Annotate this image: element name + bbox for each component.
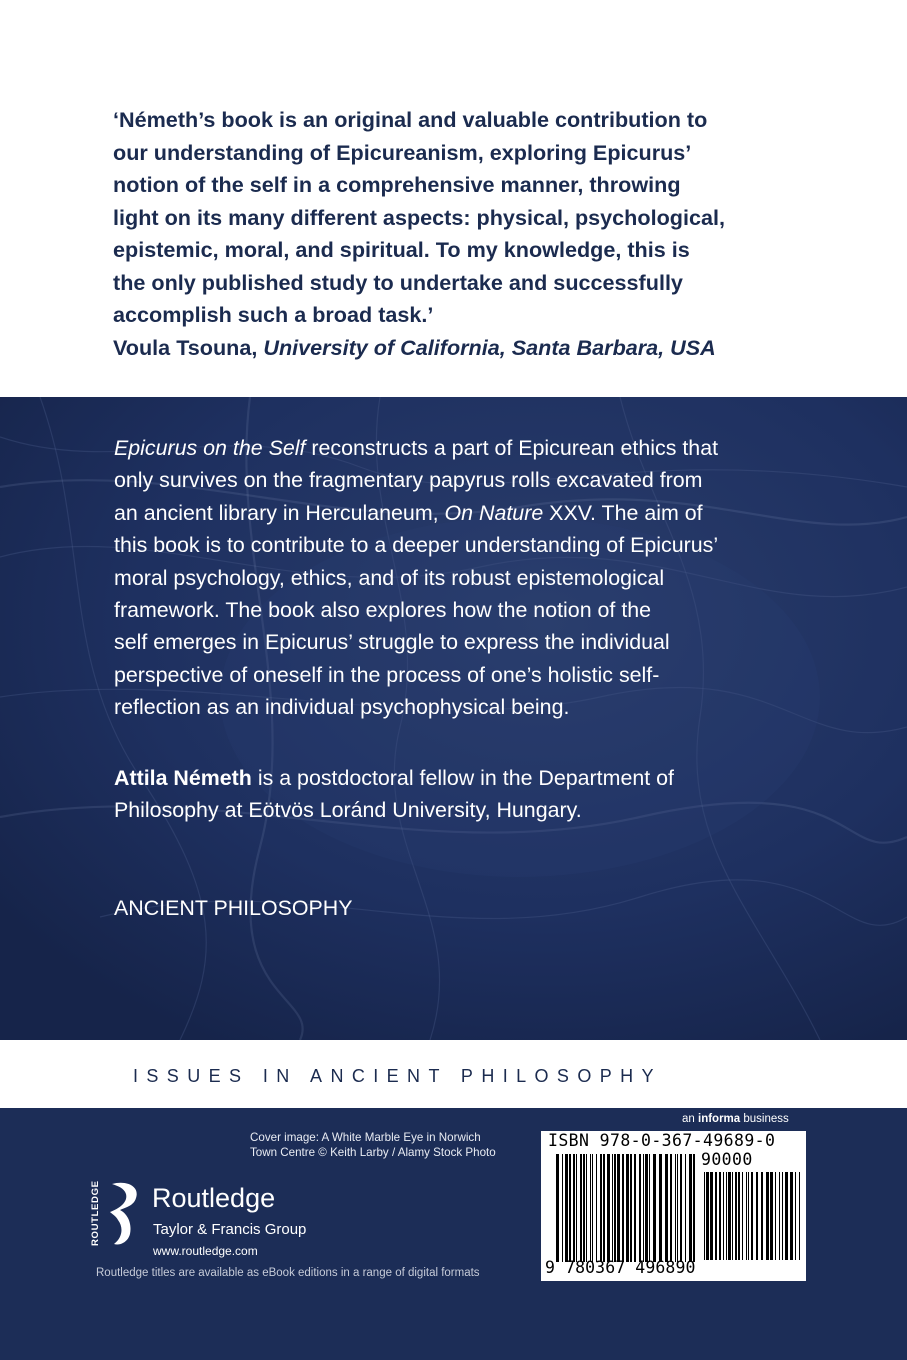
informa-suffix: business <box>740 1113 789 1125</box>
book-description <box>114 432 814 724</box>
series-title: ISSUES IN ANCIENT PHILOSOPHY <box>133 1066 662 1086</box>
addon-barcode-icon <box>704 1172 800 1260</box>
book-title: Epicurus on the Self <box>114 436 306 460</box>
quote-line: accomplish such a broad task.’ <box>113 302 434 327</box>
description-text: an ancient library in Herculaneum, <box>114 500 445 525</box>
cover-credit-line: Town Centre © Keith Larby / Alamy Stock Photo <box>250 1145 496 1159</box>
ebook-availability-note: Routledge titles are available as eBook editions in a range of digital formats <box>96 1267 480 1279</box>
description-line: perspective of oneself in the process of one’s holistic self- <box>114 662 660 687</box>
isbn-label: ISBN 978-0-367-49689-0 <box>548 1131 776 1150</box>
cover-credit-line: Cover image: A White Marble Eye in Norwich <box>250 1131 481 1144</box>
informa-brand: informa <box>698 1113 741 1125</box>
work-title: On Nature <box>444 500 544 525</box>
quote-line: light on its many different aspects: physical, psychological, <box>113 204 725 230</box>
vertical-brand-text: ROUTLEDGE <box>90 1180 101 1246</box>
informa-prefix: an <box>682 1113 698 1125</box>
quote-line: the only published study to undertake and successfully <box>113 269 683 295</box>
description-line <box>114 432 814 464</box>
quote-line: ‘Németh’s book is an original and valuable contribution to <box>113 107 708 132</box>
author-name: Attila Németh <box>114 766 252 790</box>
author-bio-text: is a postdoctoral fellow in the Department of <box>251 766 674 790</box>
description-line: self emerges in Epicurus’ struggle to express the individual <box>114 630 670 655</box>
ean-digits: 9 780367 496890 <box>545 1258 696 1277</box>
description-line: reflection as an individual psychophysical being. <box>114 695 570 720</box>
informa-business-label <box>682 1112 789 1126</box>
description-line: only survives on the fragmentary papyrus rolls excavated from <box>114 468 703 493</box>
publisher-url: www.routledge.com <box>153 1244 258 1258</box>
publisher-name: Routledge <box>152 1183 276 1213</box>
quote-attribution <box>113 332 813 365</box>
quote-line: notion of the self in a comprehensive manner, throwing <box>113 172 681 197</box>
routledge-logo-icon <box>106 1180 146 1248</box>
author-bio-line: Philosophy at Eötvös Loránd University, Hungary. <box>114 798 582 823</box>
quote-line: epistemic, moral, and spiritual. To my knowledge, this is <box>113 237 690 262</box>
description-line: moral psychology, ethics, and of its robust epistemological <box>114 565 665 590</box>
description-line <box>114 497 814 529</box>
cover-image-credit <box>250 1131 496 1160</box>
description-text: XXV. The aim of <box>543 500 703 525</box>
barcode-icon <box>556 1154 696 1262</box>
author-bio <box>114 762 814 827</box>
publisher-group: Taylor & Francis Group <box>153 1221 307 1238</box>
attribution-name: Voula Tsouna, <box>113 334 258 360</box>
subject-category: ANCIENT PHILOSOPHY <box>114 896 353 920</box>
endorsement-quote <box>113 104 813 364</box>
price-addon-label: 90000 <box>701 1150 753 1169</box>
description-line: this book is to contribute to a deeper understanding of Epicurus’ <box>114 533 719 558</box>
description-text: reconstructs a part of Epicurean ethics that <box>305 436 719 460</box>
attribution-institution: University of California, Santa Barbara, USA <box>263 334 716 360</box>
author-bio-line <box>114 762 814 794</box>
quote-line: our understanding of Epicureanism, exploring Epicurus’ <box>113 139 692 165</box>
description-line: framework. The book also explores how the notion of the <box>114 598 652 623</box>
